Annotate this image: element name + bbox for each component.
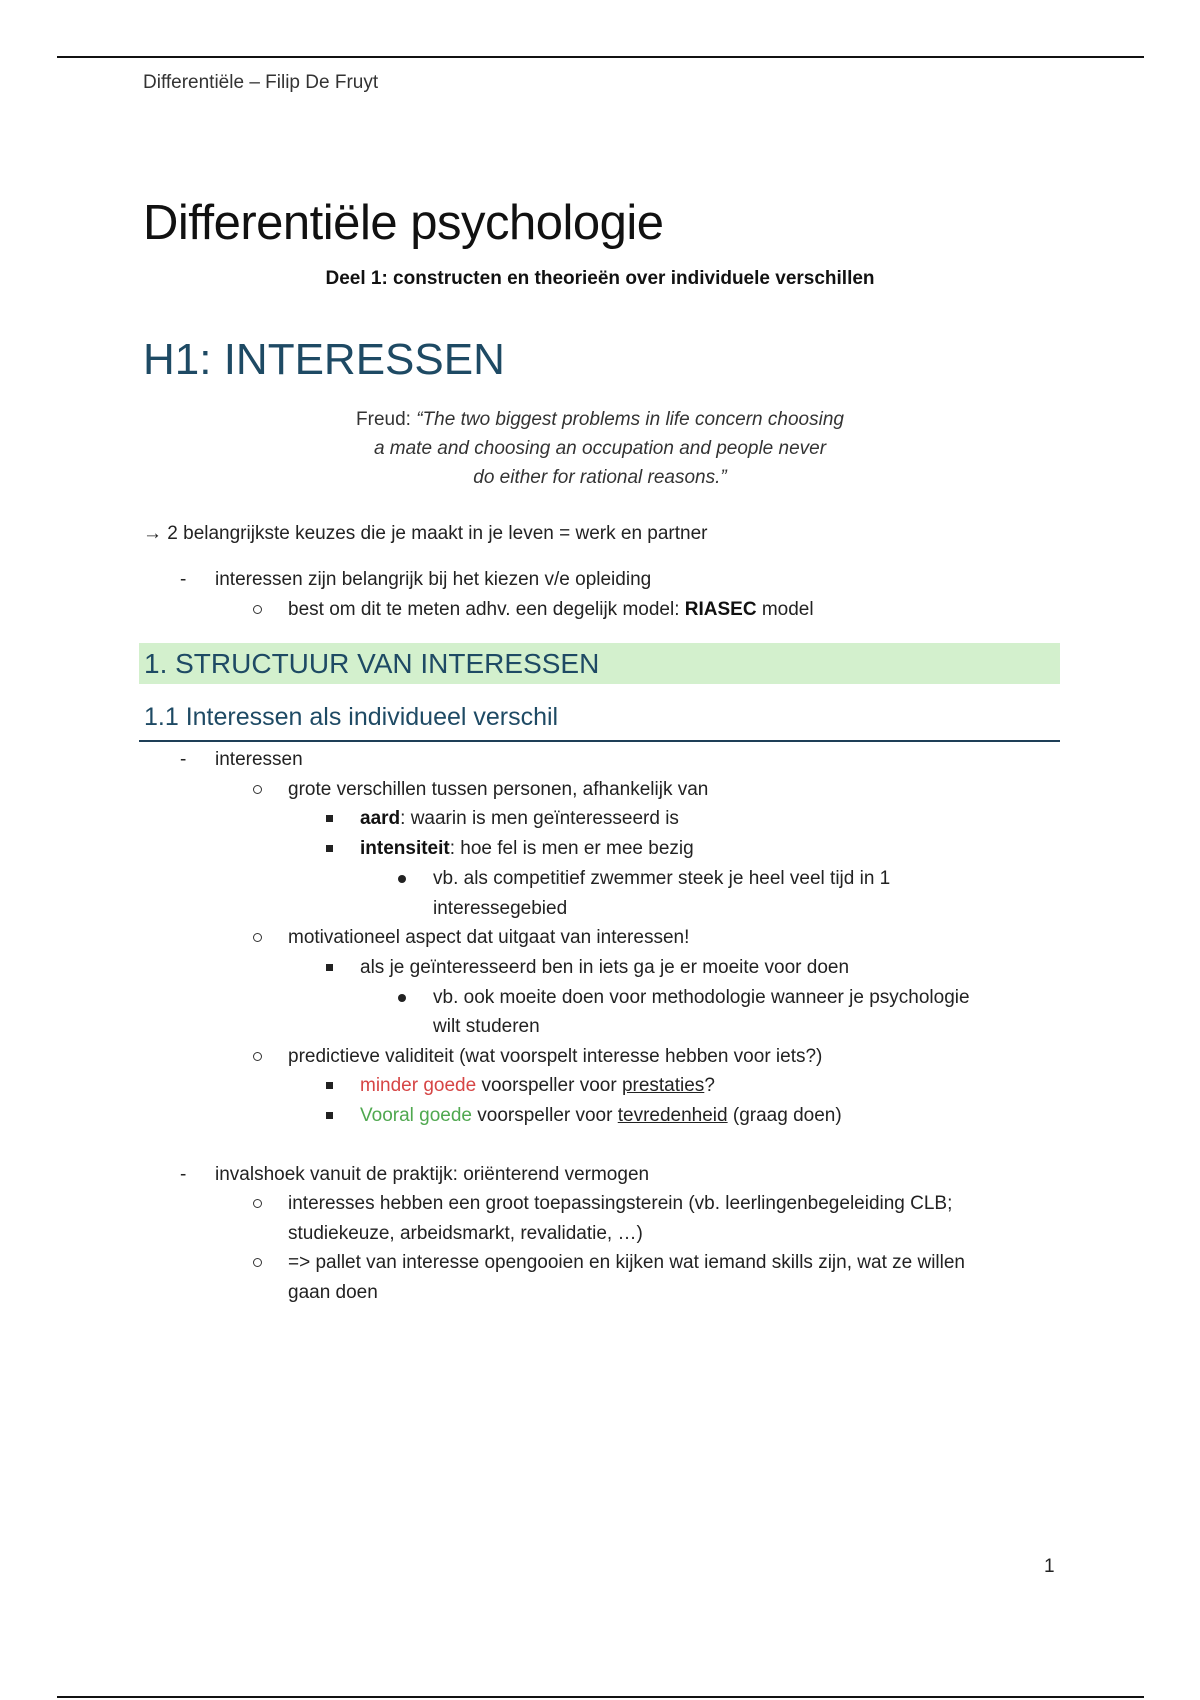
dash-bullet: - [180, 569, 187, 590]
subsection-heading-1-1: 1.1 Interessen als individueel verschil [139, 697, 1060, 742]
page-number: 1 [1044, 1556, 1055, 1577]
item-motivationeel: motivationeel aspect dat uitgaat van interessen! [288, 927, 690, 948]
dash-bullet: - [180, 1164, 187, 1185]
intensiteit-text: : hoe fel is men er mee bezig [449, 838, 694, 859]
circle-bullet-icon [253, 1250, 262, 1276]
square-bullet-icon [326, 1073, 333, 1099]
quote-line-2: a mate and choosing an occupation and people never [373, 438, 827, 459]
item-vb-methodologie-2: wilt studeren [433, 1016, 540, 1037]
quote-line-3: do either for rational reasons.” [473, 467, 727, 488]
item-intensiteit [360, 836, 694, 862]
section-heading-1: 1. STRUCTUUR VAN INTERESSEN [139, 643, 1060, 684]
item-minder-goede [360, 1073, 715, 1099]
intro-arrow-line [143, 523, 708, 545]
intro-bullet-1a [288, 597, 814, 623]
quote-line-1 [0, 405, 1200, 434]
minder-goede-red: minder goede [360, 1075, 477, 1096]
chapter-heading: H1: INTERESSEN [143, 335, 505, 384]
circle-bullet-icon [253, 1044, 262, 1070]
running-header: Differentiële – Filip De Fruyt [143, 72, 379, 93]
intro-text: 2 belangrijkste keuzes die je maakt in je leven = werk en partner [162, 523, 708, 544]
header-rule [57, 56, 1144, 58]
vooral-goede-green: Vooral goede [360, 1105, 472, 1126]
circle-bullet-icon [253, 1191, 262, 1217]
prestaties-underlined: prestaties [621, 1075, 705, 1096]
quote-text-1: “The two biggest problems in life concern choosing [416, 409, 844, 430]
item-grote-verschillen: grote verschillen tussen personen, afhankelijk van [288, 779, 709, 800]
dot-bullet-icon [398, 985, 406, 1011]
item-invalshoek: invalshoek vanuit de praktijk: oriënterend vermogen [215, 1164, 650, 1185]
footer-rule [57, 1696, 1144, 1698]
item-interesses-2: studiekeuze, arbeidsmarkt, revalidatie, …) [288, 1223, 643, 1244]
document-title: Differentiële psychologie [143, 196, 664, 250]
aard-text: : waarin is men geïnteresseerd is [400, 808, 679, 829]
square-bullet-icon [326, 836, 333, 862]
square-bullet-icon [326, 806, 333, 832]
circle-bullet-icon [253, 777, 262, 803]
item-pallet-2: gaan doen [288, 1282, 378, 1303]
dash-bullet: - [180, 749, 187, 770]
document-subtitle: Deel 1: constructen en theorieën over individuele verschillen [325, 268, 875, 289]
freud-quote [0, 405, 1200, 492]
item-interessen: interessen [215, 749, 303, 770]
item-predictieve: predictieve validiteit (wat voorspelt interesse hebben voor iets?) [288, 1046, 823, 1067]
item-vb-methodologie-1: vb. ook moeite doen voor methodologie wanneer je psychologie [433, 987, 970, 1008]
item-interesses-1: interesses hebben een groot toepassingsterein (vb. leerlingenbegeleiding CLB; [288, 1193, 953, 1214]
square-bullet-icon [326, 955, 333, 981]
item-aard [360, 806, 679, 832]
vooral-text: voorspeller voor [472, 1105, 618, 1126]
minder-text: voorspeller voor [476, 1075, 622, 1096]
quote-prefix: Freud: [356, 409, 417, 430]
circle-bullet-icon [253, 925, 262, 951]
item-vb-zwemmer-2: interessegebied [433, 898, 568, 919]
intensiteit-bold: intensiteit [360, 838, 450, 859]
square-bullet-icon [326, 1103, 333, 1129]
question-mark: ? [704, 1075, 715, 1096]
item-pallet-1: => pallet van interesse opengooien en kijken wat iemand skills zijn, wat ze willen [288, 1252, 965, 1273]
circle-bullet-icon [253, 597, 262, 623]
dot-bullet-icon [398, 866, 406, 892]
item-vb-zwemmer-1: vb. als competitief zwemmer steek je heel veel tijd in 1 [433, 868, 891, 889]
riasec-post: model [756, 599, 814, 620]
arrow-icon: → [143, 523, 162, 544]
tevredenheid-underlined: tevredenheid [617, 1105, 728, 1126]
item-als-je: als je geïnteresseerd ben in iets ga je er moeite voor doen [360, 957, 850, 978]
intro-bullet-1: interessen zijn belangrijk bij het kiezen v/e opleiding [215, 569, 652, 590]
aard-bold: aard [360, 808, 401, 829]
graag-doen: (graag doen) [727, 1105, 842, 1126]
riasec-bold: RIASEC [684, 599, 757, 620]
riasec-pre: best om dit te meten adhv. een degelijk model: [288, 599, 685, 620]
item-vooral-goede [360, 1103, 842, 1129]
